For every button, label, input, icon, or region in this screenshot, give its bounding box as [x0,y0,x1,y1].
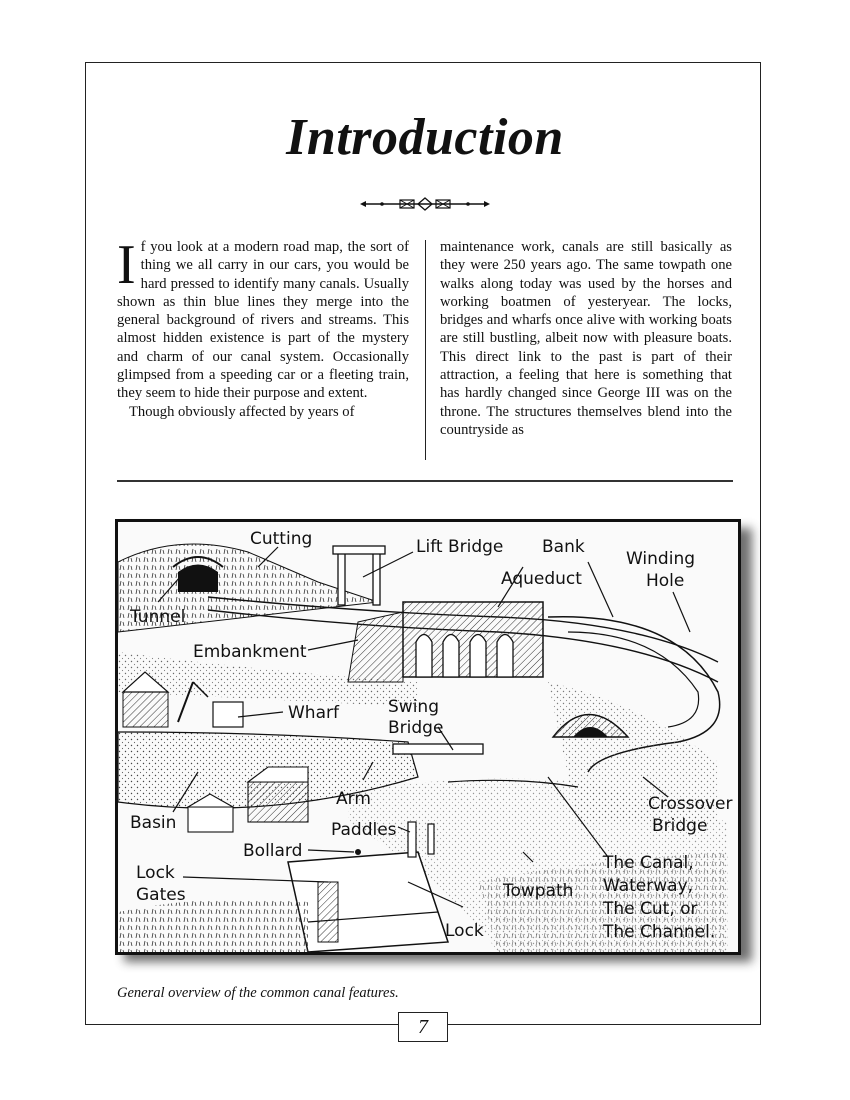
intro-paragraph-continued: maintenance work, canals are still basically as they were 250 years ago. The same towpath one walks along today was used by the horses and working boatmen of yesteryear. The locks, bridges and wharfs once alive with working boats are still bustling, albeit now with pleasure boats. This direct link to the past is part of their attraction, a feeling that here is something that has hardly changed since George III was on the throne. The structures themselves blend into the countryside as [440,239,732,438]
label-wharf: Wharf [288,703,339,723]
ornament-divider [360,197,490,211]
label-lock-gates-1: Lock [136,863,175,883]
text-column-right [440,238,732,439]
label-tunnel: Tunnel [130,607,186,627]
label-basin: Basin [130,813,177,833]
label-swing-bridge-1: Swing [388,697,439,717]
label-arm: Arm [336,789,371,809]
page-title: Introduction [286,109,564,166]
column-divider [425,240,426,460]
label-bollard: Bollard [243,841,303,861]
label-lock-gates-2: Gates [136,885,186,905]
canal-illustration [115,519,741,955]
label-crossover-bridge-1: Crossover [648,794,733,814]
label-swing-bridge-2: Bridge [388,718,444,738]
canal-drawing [118,522,738,952]
label-winding-hole-1: Winding [626,549,696,569]
text-column-left [117,234,409,421]
label-paddles: Paddles [331,820,397,840]
label-embankment: Embankment [193,642,307,662]
label-crossover-bridge-2: Bridge [652,816,708,836]
label-canal-4: The Channel. [603,922,716,942]
label-lock: Lock [445,921,484,941]
horizontal-rule [117,480,733,482]
drop-cap: I [117,234,136,296]
label-towpath: Towpath [503,881,574,901]
intro-paragraph-2: Though obviously affected by years of [129,403,355,420]
page-number: 7 [398,1012,448,1042]
intro-paragraph-1 [117,234,409,403]
label-canal-2: Waterway, [603,876,694,896]
intro-paragraph-1-text: f you look at a modern road map, the sort of thing we all carry in our cars, you would be hard pressed to identify many canals. Usually shown as thin blue lines they merge into the general background of rivers and streams. This almost hidden existence is part of the mystery and charm of our canal system. Occasionally glimpsed from a speeding car or a fleeting train, they seem to hide their purpose and extent. [117,239,409,402]
label-winding-hole-2: Hole [646,571,685,591]
label-canal-3: The Cut, or [603,899,698,919]
label-canal-1: The Canal, [603,853,694,873]
label-aqueduct: Aqueduct [501,569,582,589]
label-bank: Bank [542,537,585,557]
label-lift-bridge: Lift Bridge [416,537,504,557]
figure-caption: General overview of the common canal features. [117,985,399,1001]
label-cutting: Cutting [250,529,313,549]
